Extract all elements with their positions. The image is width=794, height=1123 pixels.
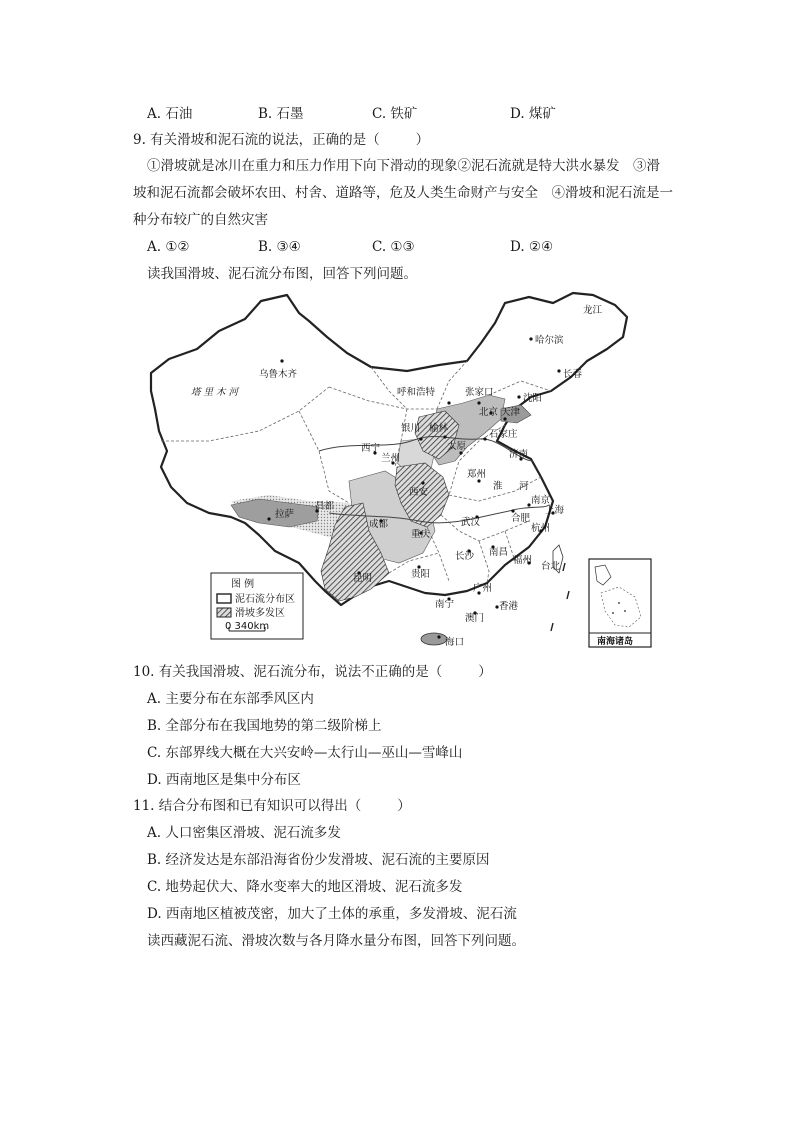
legend-swatch-landslide <box>217 608 231 617</box>
city-label: 成都 <box>369 519 389 530</box>
city-label: 南京 <box>531 495 551 506</box>
city-label: 张家口 <box>465 387 494 398</box>
q9-statement-line-1: ①滑坡就是冰川在重力和压力作用下向下滑动的现象②泥石流就是特大洪水暴发 ③滑 <box>147 158 660 174</box>
city-label: 海口 <box>445 637 465 648</box>
q9-option-a: A. ①② <box>147 239 190 255</box>
q9-stem-text: 9. 有关滑坡和泥石流的说法，正确的是（ <box>133 132 380 148</box>
city-label: 南宁 <box>435 599 455 610</box>
q9-stem <box>133 131 429 149</box>
heilongjiang-label: 龙江 <box>583 305 603 316</box>
q11-option-a: A. 人口密集区滑坡、泥石流多发 <box>147 825 341 841</box>
city-label: 银川 <box>401 423 421 434</box>
q11-option-c: C. 地势起伏大、降水变率大的地区滑坡、泥石流多发 <box>147 879 463 895</box>
city-label: 昌都 <box>315 501 335 512</box>
q11-option-b: B. 经济发达是东部沿海省份少发滑坡、泥石流的主要原因 <box>147 852 490 868</box>
q11-stem-close: ） <box>397 798 411 814</box>
city-label: 天津 <box>501 407 521 418</box>
city-label: 杭州 <box>531 523 551 534</box>
intro-next-questions: 读西藏泥石流、滑坡次数与各月降水量分布图，回答下列问题。 <box>147 933 525 949</box>
city-label: 哈尔滨 <box>535 335 564 346</box>
tarim-river-label: 塔 里 木 河 <box>191 387 239 398</box>
city-label: 呼和浩特 <box>397 387 436 398</box>
q9-statement-line-2: 坡和泥石流都会破坏农田、村舍、道路等，危及人类生命财产与安全 ④滑坡和泥石流是一 <box>133 185 673 201</box>
city-label: 乌鲁木齐 <box>259 369 298 380</box>
city-label: 太原 <box>447 441 467 452</box>
city-label: 南昌 <box>489 547 509 558</box>
q10-stem-close: ） <box>478 664 492 680</box>
q8-option-b: B. 石墨 <box>258 106 304 122</box>
hainan-island <box>421 633 447 645</box>
q10-stem <box>133 663 492 681</box>
q9-option-c: C. ①③ <box>372 239 415 255</box>
city-label: 昆明 <box>353 573 373 584</box>
south-china-sea-inset <box>589 559 651 647</box>
city-label: 福州 <box>513 555 533 566</box>
city-label: 郑州 <box>467 469 487 480</box>
city-label: 长沙 <box>455 551 475 562</box>
city-label: 武汉 <box>461 517 481 528</box>
city-label: 兰州 <box>381 453 401 464</box>
q10-option-d: D. 西南地区是集中分布区 <box>147 772 301 788</box>
city-label: 西安 <box>409 487 429 498</box>
maritime-dashes <box>551 563 569 631</box>
city-label: 香港 <box>499 601 519 612</box>
city-label: 拉萨 <box>275 509 295 520</box>
intro-map-reading: 读我国滑坡、泥石流分布图，回答下列问题。 <box>147 266 417 282</box>
map-legend <box>211 573 303 639</box>
q9-stem-close: ） <box>415 132 430 148</box>
q10-option-a: A. 主要分布在东部季风区内 <box>147 691 314 707</box>
scale-label: 0 340km <box>225 621 270 632</box>
q10-option-b: B. 全部分布在我国地势的第二级阶梯上 <box>147 718 382 734</box>
city-label: 长春 <box>563 369 583 380</box>
q9-option-d: D. ②④ <box>510 239 554 255</box>
q9-statement-line-3: 种分布较广的自然灾害 <box>133 212 268 228</box>
city-label: 台北 <box>541 561 561 572</box>
city-label: 济南 <box>509 449 529 460</box>
legend-title: 图 例 <box>231 579 255 590</box>
city-label: 西宁 <box>361 443 381 454</box>
city-label: 广州 <box>473 583 493 594</box>
city-label: 上海 <box>545 505 565 516</box>
q9-option-b: B. ③④ <box>258 239 301 255</box>
city-label: 澳门 <box>465 613 485 624</box>
city-label: 合肥 <box>511 513 531 524</box>
city-label: 石家庄 <box>489 429 518 440</box>
city-label: 北京 <box>479 407 499 418</box>
legend-landslide: 滑坡多发区 <box>235 608 285 619</box>
q10-option-c: C. 东部界线大概在大兴安岭—太行山—巫山—雪峰山 <box>147 745 463 761</box>
q8-option-d: D. 煤矿 <box>510 106 556 122</box>
legend-swatch-mudflow <box>217 594 231 603</box>
huaihe-label-2: 河 <box>519 481 529 492</box>
q8-option-c: C. 铁矿 <box>372 106 418 122</box>
legend-mudflow: 泥石流分布区 <box>235 594 295 605</box>
china-landslide-map <box>149 291 655 651</box>
huaihe-label: 淮 <box>493 481 503 492</box>
city-label: 贵阳 <box>411 569 431 580</box>
city-label: 榆林 <box>429 423 449 434</box>
q11-stem-text: 11. 结合分布图和已有知识可以得出（ <box>133 798 362 814</box>
inset-label: 南海诸岛 <box>597 637 634 647</box>
city-label: 重庆 <box>411 529 431 540</box>
q8-option-a: A. 石油 <box>147 106 193 122</box>
q11-stem <box>133 797 411 815</box>
q10-stem-text: 10. 有关我国滑坡、泥石流分布，说法不正确的是（ <box>133 664 443 680</box>
city-label: 沈阳 <box>523 393 543 404</box>
q11-option-d: D. 西南地区植被茂密，加大了土体的承重，多发滑坡、泥石流 <box>147 906 517 922</box>
